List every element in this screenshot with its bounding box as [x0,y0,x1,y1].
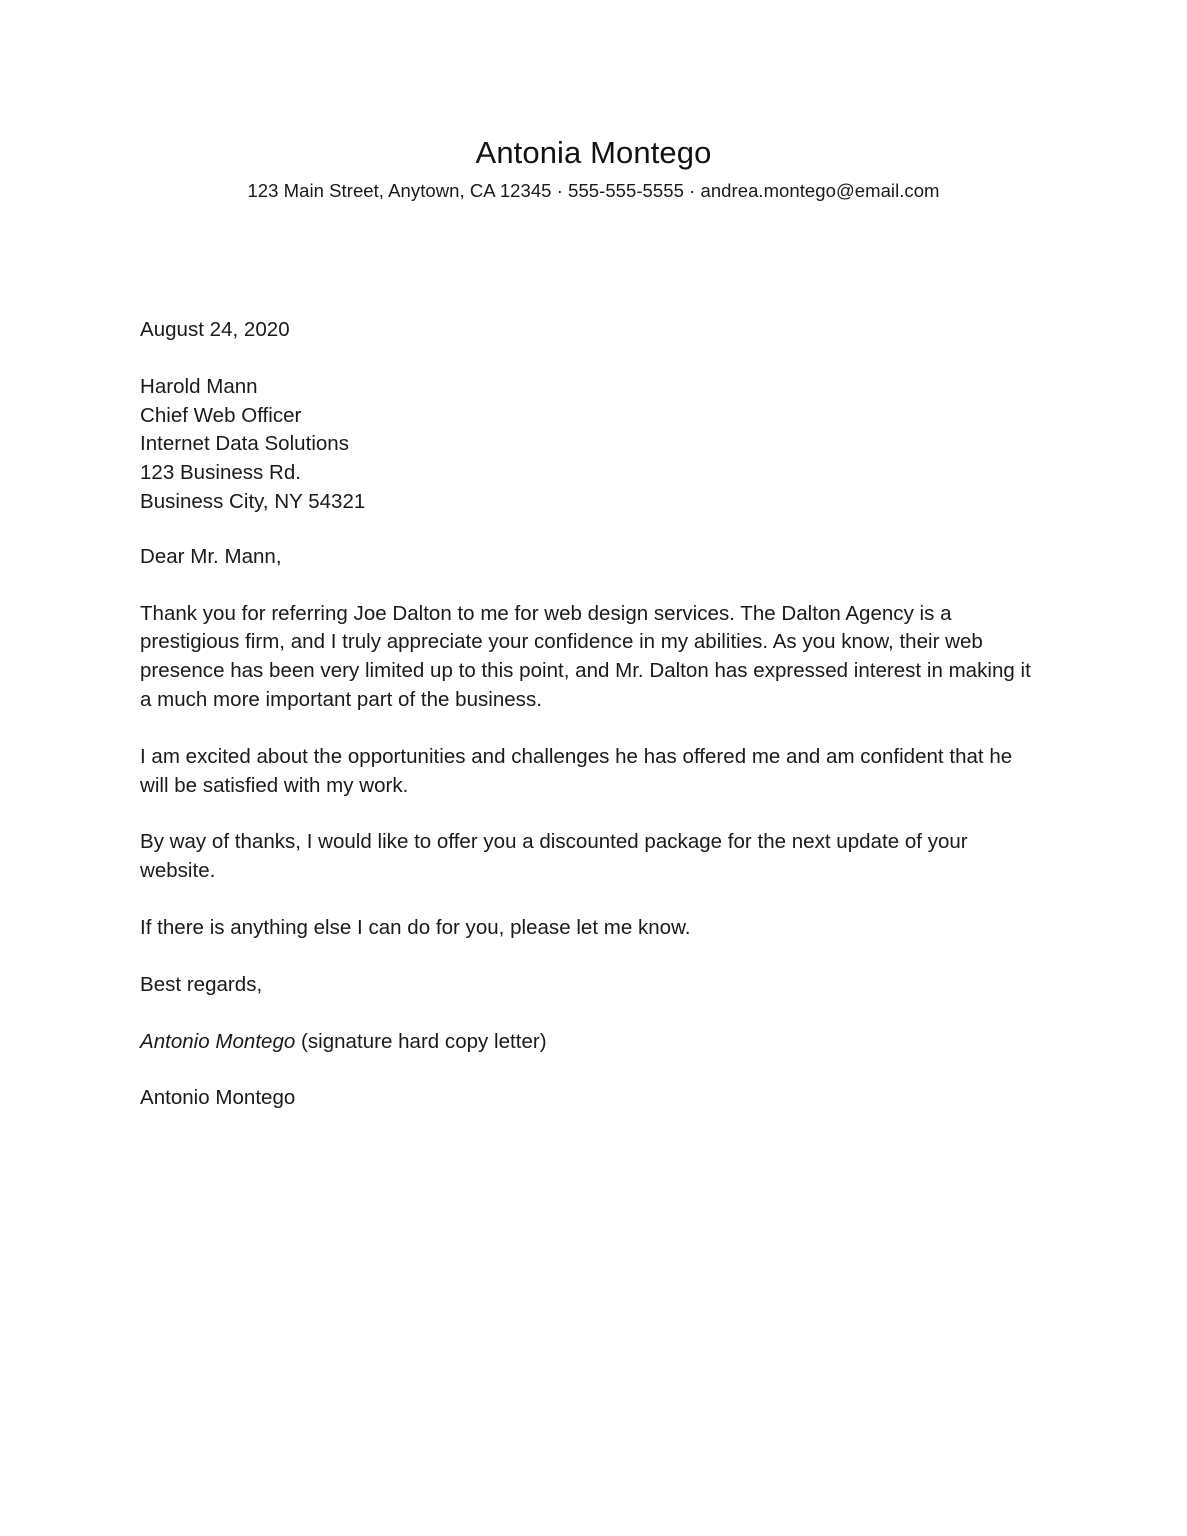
recipient-street: 123 Business Rd. [140,461,301,485]
body-paragraph-3: By way of thanks, I would like to offer you a discounted package for the next update of your website. [140,830,968,883]
sender-contact-line: 123 Main Street, Anytown, CA 12345 · 555-555-5555 · andrea.montego@email.com [247,179,940,201]
body-paragraph-4: If there is anything else I can do for you, please let me know. [140,915,691,939]
typed-sender-name: Antonio Montego [140,1086,296,1110]
recipient-name: Harold Mann [140,374,258,398]
letter-body [140,316,1040,1113]
recipient-company: Internet Data Solutions [140,432,350,456]
signature-name: Antonio Montego [140,1029,296,1053]
letter-date: August 24, 2020 [140,318,290,341]
letterhead [0,0,1187,202]
closing-salutation: Best regards, [140,972,263,996]
body-paragraph-1: Thank you for referring Joe Dalton to me for web design services. The Dalton Agency is a prestigious firm, and I truly appreciate your confidence in my abilities. As you know, their web presence has been very limited up to this point, and Mr. Dalton has expressed interest in making it a much more important part of the business. [140,601,1031,711]
body-paragraph-2: I am excited about the opportunities and challenges he has offered me and am confident that he will be satisfied with my work. [140,744,1013,797]
recipient-address-block [140,373,1040,517]
salutation: Dear Mr. Mann, [140,544,282,568]
recipient-city-state-zip: Business City, NY 54321 [140,489,366,513]
recipient-title: Chief Web Officer [140,403,302,427]
signature-line [140,1028,1040,1057]
sender-name: Antonia Montego [475,135,712,170]
signature-note: (signature hard copy letter) [295,1029,547,1053]
